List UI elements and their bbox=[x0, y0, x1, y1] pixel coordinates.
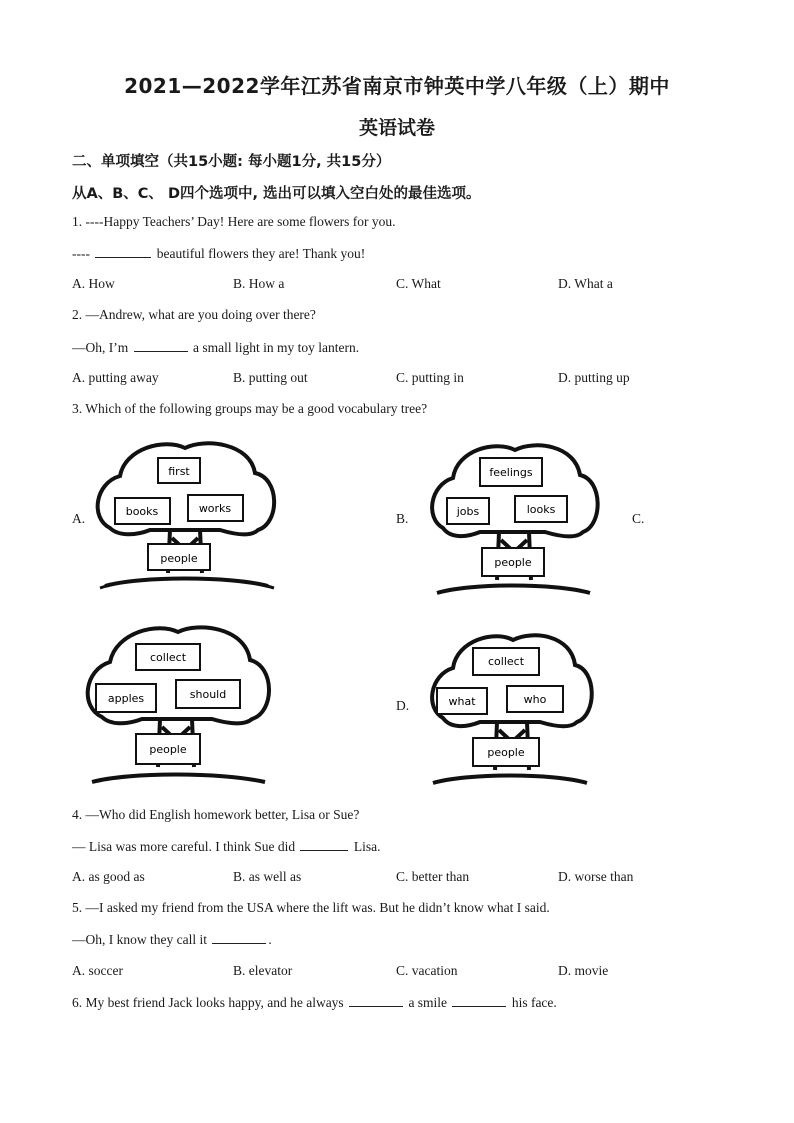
tree-b-top-word: feelings bbox=[489, 466, 533, 479]
tree-c-right-word: should bbox=[189, 688, 227, 701]
q2-response-pre: —Oh, I’m bbox=[72, 340, 132, 355]
q3-option-a-label: A. bbox=[72, 511, 86, 526]
q4-response-pre: — Lisa was more careful. I think Sue did bbox=[72, 839, 299, 854]
q2-option-c: C. putting in bbox=[396, 370, 464, 385]
q4-response bbox=[72, 838, 380, 855]
q1-stem: 1. ----Happy Teachers’ Day! Here are some flowers for you. bbox=[72, 214, 396, 229]
tree-d-left-word: what bbox=[448, 695, 476, 708]
q3-option-b-label: B. bbox=[396, 511, 409, 526]
q6-stem-mid: a smile bbox=[405, 995, 451, 1010]
q3-stem: 3. Which of the following groups may be a good vocabulary tree? bbox=[72, 401, 428, 416]
tree-b-left-word: jobs bbox=[456, 505, 480, 518]
tree-c-bottom-word: people bbox=[149, 743, 187, 756]
vocabulary-tree-d bbox=[425, 630, 595, 790]
answer-blank bbox=[212, 931, 266, 944]
q4-option-c: C. better than bbox=[396, 869, 470, 884]
q2-response bbox=[72, 339, 359, 356]
q2-option-a: A. putting away bbox=[72, 370, 159, 385]
q5-option-b: B. elevator bbox=[233, 963, 293, 978]
q2-stem: 2. —Andrew, what are you doing over there? bbox=[72, 307, 316, 322]
q2-option-d: D. putting up bbox=[558, 370, 630, 385]
instruction: 从A、B、C、 D四个选项中, 选出可以填入空白处的最佳选项。 bbox=[72, 186, 481, 202]
tree-c-top-word: collect bbox=[149, 651, 187, 664]
q5-response-post: . bbox=[268, 932, 272, 947]
tree-a-left-word: books bbox=[125, 505, 159, 518]
q5-option-a: A. soccer bbox=[72, 963, 123, 978]
answer-blank bbox=[134, 339, 188, 352]
q5-option-d: D. movie bbox=[558, 963, 609, 978]
q6-stem-pre: 6. My best friend Jack looks happy, and he always bbox=[72, 995, 348, 1010]
q1-option-d: D. What a bbox=[558, 276, 613, 291]
tree-a-right-word: works bbox=[198, 502, 232, 515]
tree-d-top-word: collect bbox=[487, 655, 525, 668]
answer-blank bbox=[95, 245, 151, 258]
q6-stem-post: his face. bbox=[508, 995, 557, 1010]
q5-stem: 5. —I asked my friend from the USA where the lift was. But he didn’t know what I said. bbox=[72, 900, 550, 915]
page-title: 2021—2022学年江苏省南京市钟英中学八年级（上）期中 bbox=[124, 74, 670, 98]
page-subtitle: 英语试卷 bbox=[358, 117, 435, 139]
vocabulary-tree-a bbox=[90, 438, 280, 593]
section-heading: 二、单项填空（共15小题: 每小题1分, 共15分） bbox=[72, 154, 391, 170]
q1-response-pre: ---- bbox=[72, 246, 94, 261]
q3-option-c-label: C. bbox=[632, 511, 645, 526]
vocabulary-tree-b bbox=[425, 440, 600, 600]
q4-stem: 4. —Who did English homework better, Lisa or Sue? bbox=[72, 807, 360, 822]
q2-response-post: a small light in my toy lantern. bbox=[189, 340, 360, 355]
tree-c-left-word: apples bbox=[107, 692, 145, 705]
answer-blank bbox=[349, 994, 403, 1007]
q4-option-b: B. as well as bbox=[233, 869, 302, 884]
tree-b-right-word: looks bbox=[526, 503, 556, 516]
tree-d-bottom-word: people bbox=[487, 746, 525, 759]
q4-response-post: Lisa. bbox=[350, 839, 381, 854]
tree-b-bottom-word: people bbox=[494, 556, 532, 569]
q4-option-d: D. worse than bbox=[558, 869, 634, 884]
q6-stem bbox=[72, 994, 557, 1011]
q2-option-b: B. putting out bbox=[233, 370, 308, 385]
q1-response bbox=[72, 245, 365, 262]
q5-response-pre: —Oh, I know they call it bbox=[72, 932, 211, 947]
q5-response bbox=[72, 931, 272, 948]
q5-option-c: C. vacation bbox=[396, 963, 458, 978]
vocabulary-tree-c bbox=[80, 622, 275, 790]
answer-blank bbox=[300, 838, 348, 851]
tree-d-right-word: who bbox=[523, 693, 547, 706]
q1-option-a: A. How bbox=[72, 276, 115, 291]
tree-a-top-word: first bbox=[168, 465, 190, 478]
q3-option-d-label: D. bbox=[396, 698, 410, 713]
answer-blank bbox=[452, 994, 506, 1007]
q1-option-c: C. What bbox=[396, 276, 441, 291]
q1-response-post: beautiful flowers they are! Thank you! bbox=[153, 246, 366, 261]
q1-option-b: B. How a bbox=[233, 276, 285, 291]
q4-option-a: A. as good as bbox=[72, 869, 145, 884]
tree-a-bottom-word: people bbox=[160, 552, 198, 565]
